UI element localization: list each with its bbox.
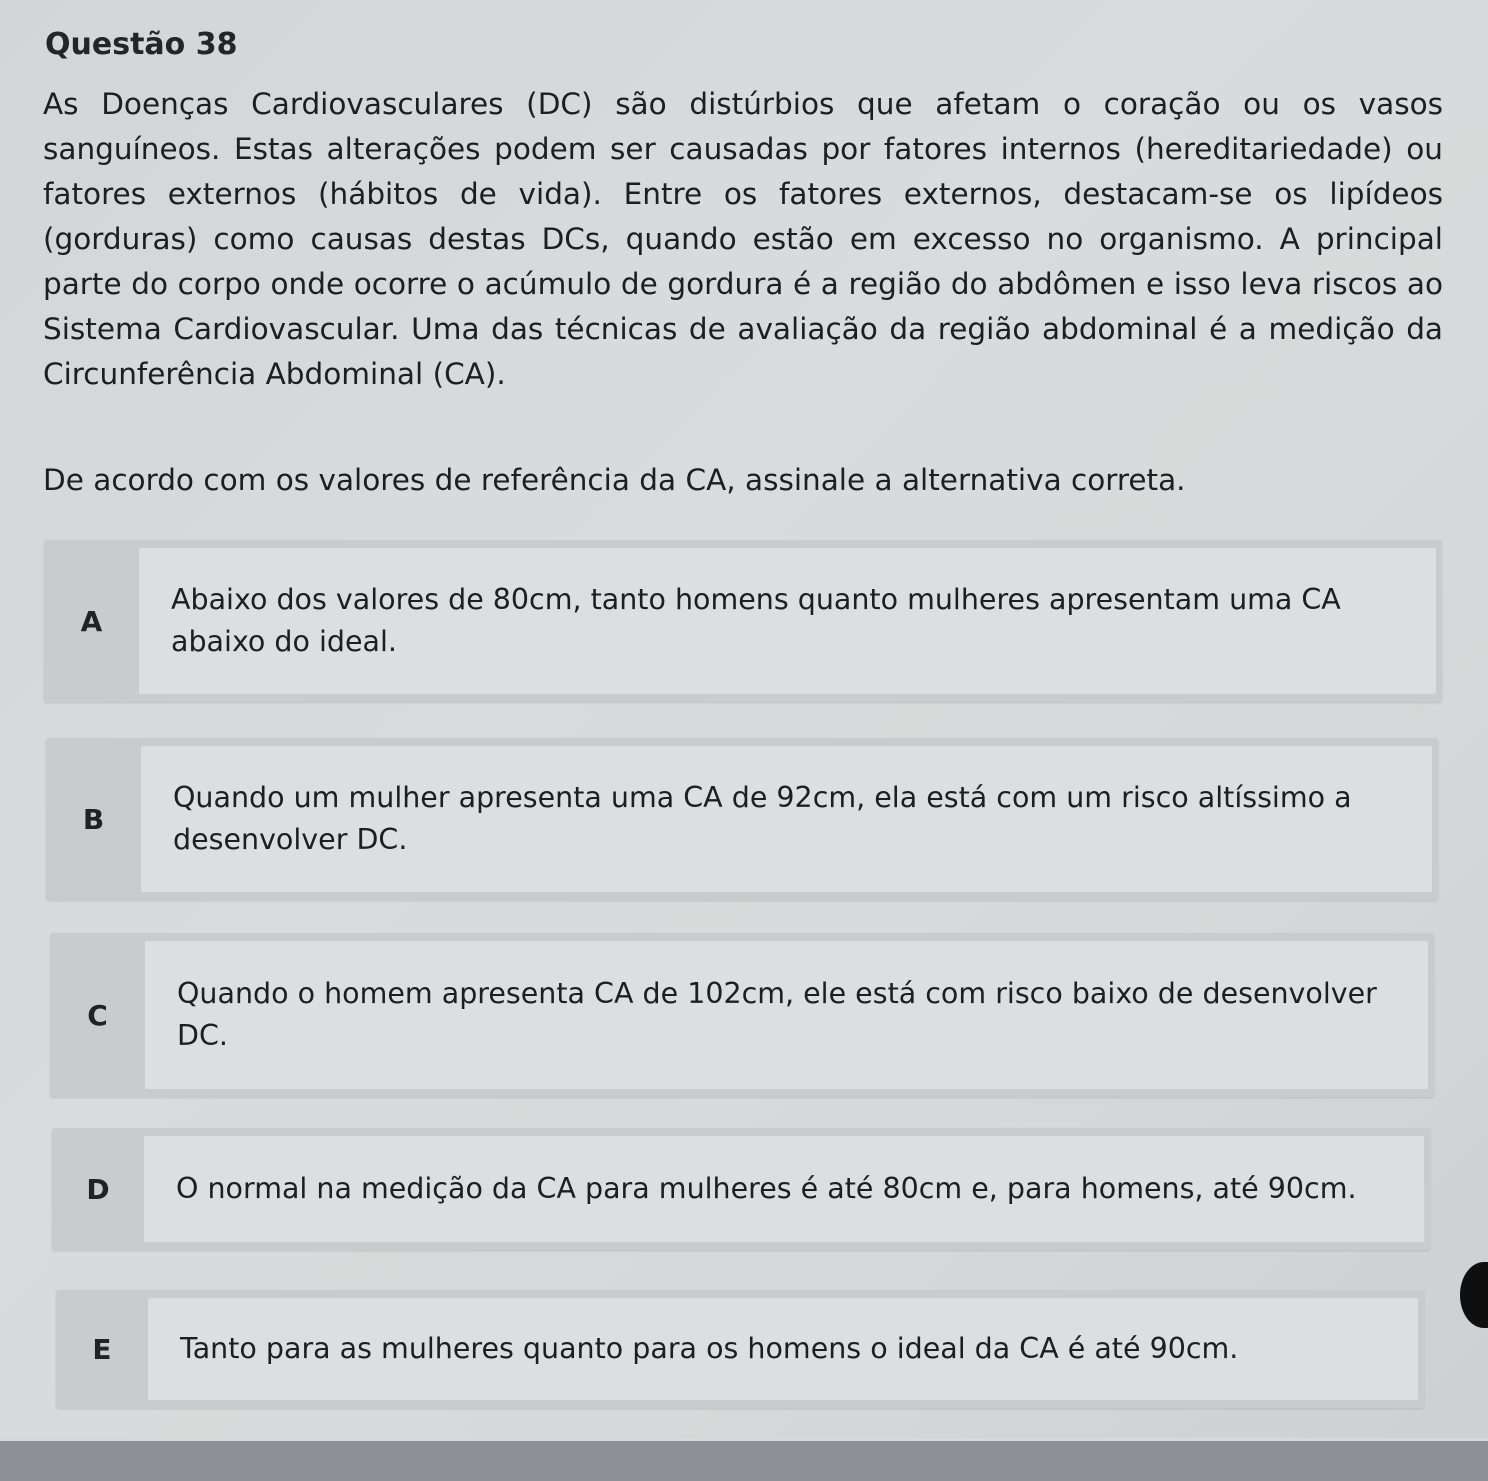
option-e[interactable] bbox=[56, 1290, 1424, 1408]
option-text: Quando um mulher apresenta uma CA de 92cm, ela está com um risco altíssimo a desenvolver DC. bbox=[173, 781, 1352, 856]
option-b[interactable] bbox=[46, 738, 1438, 900]
option-text-box bbox=[145, 941, 1428, 1089]
option-a[interactable] bbox=[44, 540, 1442, 702]
screen-bottom-bar bbox=[0, 1438, 1488, 1481]
question-title: Questão 38 bbox=[45, 27, 238, 62]
option-text-box bbox=[148, 1298, 1418, 1400]
option-text-box bbox=[144, 1136, 1424, 1242]
option-text: Tanto para as mulheres quanto para os homens o ideal da CA é até 90cm. bbox=[180, 1332, 1239, 1365]
option-text: Quando o homem apresenta CA de 102cm, ele está com risco baixo de desenvolver DC. bbox=[177, 977, 1377, 1052]
option-c[interactable] bbox=[50, 933, 1434, 1097]
option-letter: C bbox=[87, 998, 108, 1032]
question-statement: As Doenças Cardiovasculares (DC) são distúrbios que afetam o coração ou os vasos sanguíneos. Estas alterações podem ser causadas por fatores internos (hereditariedade) ou fatores externos (hábitos de vida). Entre os fatores externos, destacam-se os lipídeos (gorduras) como causas destas DCs, quando estão em excesso no organismo. A principal parte do corpo onde ocorre o acúmulo de gordura é a região do abdômen e isso leva riscos ao Sistema Cardiovascular. Uma das técnicas de avaliação da região abdominal é a medição da Circunferência Abdominal (CA). bbox=[43, 87, 1443, 391]
option-text: Abaixo dos valores de 80cm, tanto homens quanto mulheres apresentam uma CA abaixo do ideal. bbox=[171, 583, 1341, 658]
option-text-box bbox=[139, 548, 1436, 694]
option-letter: D bbox=[86, 1172, 110, 1206]
option-text: O normal na medição da CA para mulheres é até 80cm e, para homens, até 90cm. bbox=[176, 1172, 1357, 1205]
option-d[interactable] bbox=[52, 1128, 1430, 1250]
option-letter: B bbox=[82, 802, 105, 836]
question-prompt: De acordo com os valores de referência da CA, assinale a alternativa correta. bbox=[43, 463, 1186, 497]
option-letter: E bbox=[92, 1332, 112, 1366]
option-letter: A bbox=[80, 604, 103, 638]
option-text-box bbox=[141, 746, 1432, 892]
